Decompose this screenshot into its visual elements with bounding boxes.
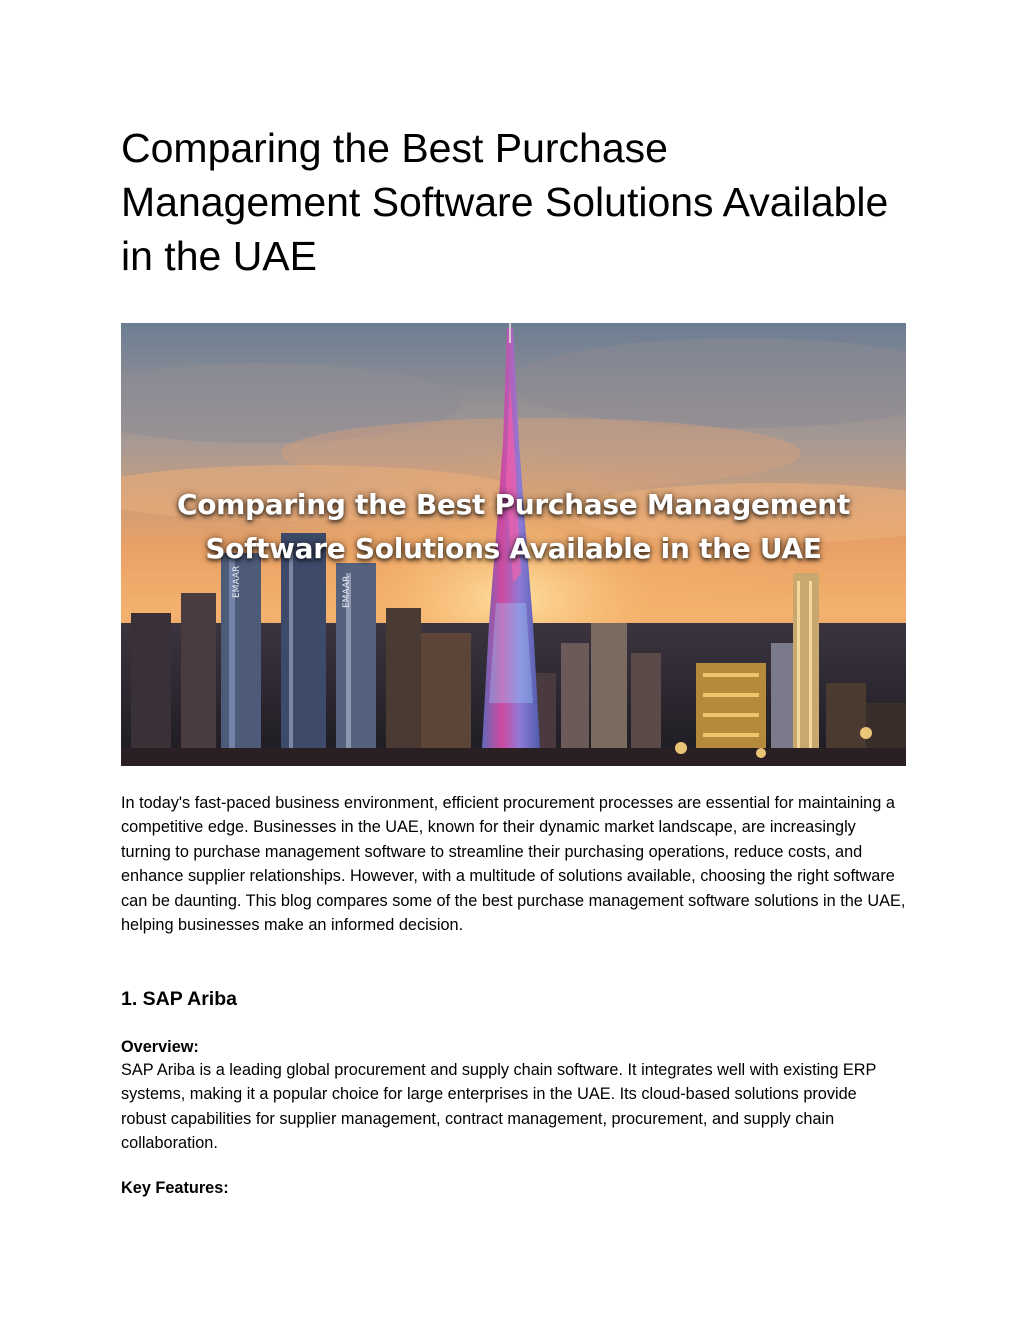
document-title: Comparing the Best Purchase Management Software Solutions Available in the UAE [121,125,889,279]
hero-caption [121,483,906,571]
intro-paragraph: In today's fast-paced business environment, efficient procurement processes are essential for maintaining a competitive edge. Businesses in the UAE, known for their dynamic market landscape, are increasingly turning to purchase management software to streamline their purchasing operations, reduce costs, and enhance supplier relationships. However, with a multitude of solutions available, choosing the right software can be daunting. This blog compares some of the best purchase management software solutions in the UAE, helping businesses make an informed decision. [121,794,906,935]
key-features-label: Key Features: [121,1179,229,1197]
hero-caption-line-2: Software Solutions Available in the UAE [205,532,822,565]
overview-paragraph: SAP Ariba is a leading global procurement and supply chain software. It integrates well with existing ERP systems, making it a popular choice for large enterprises in the UAE. Its cloud-based solutions provide robust capabilities for supplier management, contract management, procurement, and supply chain collaboration. [121,1061,877,1153]
building-sign-1: EMAAR [232,565,242,598]
hero-image [121,323,906,766]
section-heading-sap-ariba: 1. SAP Ariba [121,988,237,1010]
hero-caption-line-1: Comparing the Best Purchase Management [176,488,850,521]
building-sign-2: EMAAR [342,575,352,608]
overview-label: Overview: [121,1038,199,1056]
